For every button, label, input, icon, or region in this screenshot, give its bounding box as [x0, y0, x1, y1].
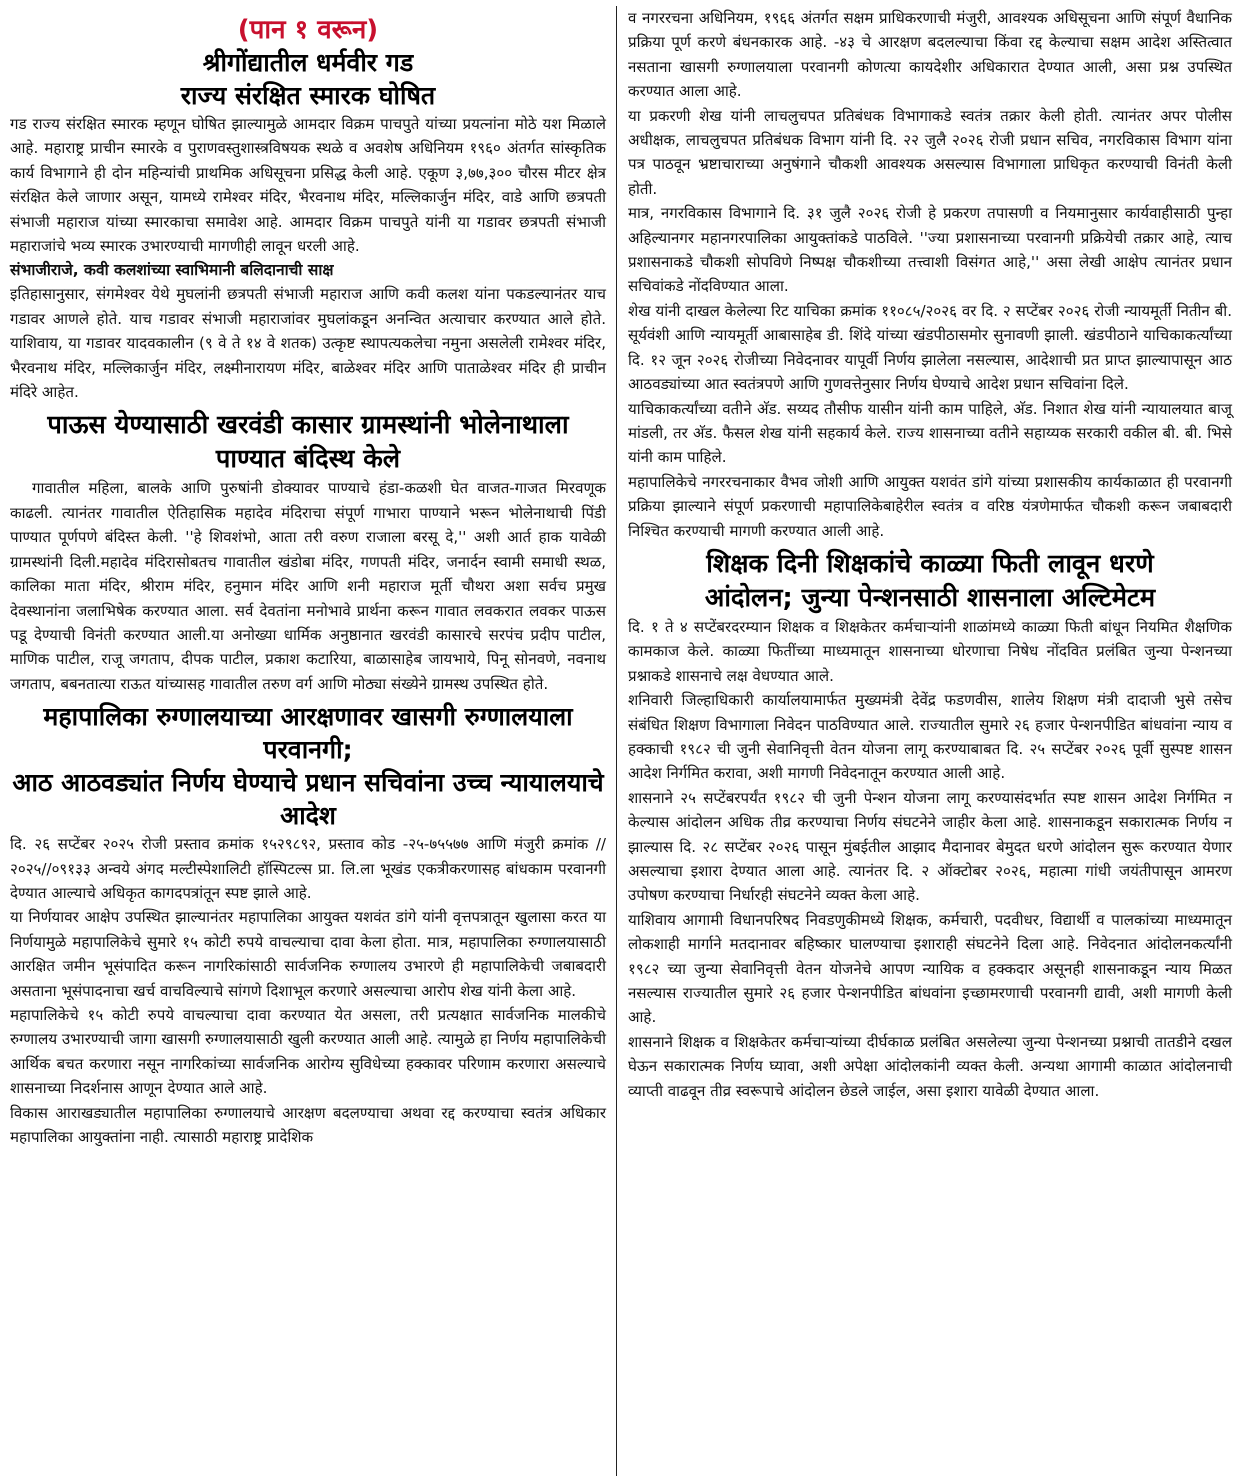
article-paragraph: या प्रकरणी शेख यांनी लाचलुचपत प्रतिबंधक विभागाकडे स्वतंत्र तक्रार केली होती. त्यानंतर अपर पोलीस अधीक्षक, लाचलुचपत प्रतिबंधक विभाग यांनी दि. २२ जुलै २०२६ रोजी प्रधान सचिव, नगरविकास विभाग यांना पत्र पाठवून भ्रष्टाचाराच्या अनुषंगाने चौकशी आवश्यक असल्यास विभागाला प्राधिकृत करण्याची विनंती केली होती.: [628, 106, 1232, 198]
article-headline: महापालिका रुग्णालयाच्या आरक्षणावर खासगी रुग्णालयाला परवानगी;: [43, 702, 573, 765]
article-subheading: संभाजीराजे, कवी कलशांच्या स्वाभिमानी बलिदानाची साक्ष: [10, 261, 334, 280]
article-paragraph: विकास आराखड्यातील महापालिका रुग्णालयाचे आरक्षण बदलण्याचा अथवा रद्द करण्याचा स्वतंत्र अधिकार महापालिका आयुक्तांना नाही. त्यासाठी महाराष्ट्र प्रादेशिक: [10, 1103, 606, 1146]
article-paragraph: शेख यांनी दाखल केलेल्या रिट याचिका क्रमांक ११०८५/२०२६ वर दि. २ सप्टेंबर २०२६ रोजी न्यायमूर्ती नितीन बी. सूर्यवंशी आणि न्यायमूर्ती आबासाहेब डी. शिंदे यांच्या खंडपीठासमोर सुनावणी झाली. खंडपीठाने याचिकाकर्त्यांच्या दि. १२ जून २०२६ रोजीच्या निवेदनावर यापूर्वी निर्णय झालेला नसल्यास, आदेशाची प्रत प्राप्त झाल्यापासून आठ आठवड्यांच्या आत स्वतंत्रपणे आणि गुणवत्तेनुसार निर्णय घेण्याचे आदेश प्रधान सचिवांना दिले.: [628, 301, 1232, 394]
article-hospital-reservation: [10, 700, 606, 1149]
article-paragraph: व नगररचना अधिनियम, १९६६ अंतर्गत सक्षम प्राधिकरणाची मंजुरी, आवश्यक अधिसूचना आणि संपूर्ण वैधानिक प्रक्रिया पूर्ण करणे बंधनकारक आहे. -४३ चे आरक्षण बदलल्याचा किंवा रद्द केल्याचा सक्षम आदेश अस्तित्वात नसताना खासगी रुग्णालयाला परवानगी कोणत्या कायदेशीर अधिकारात देण्यात आली, असा प्रश्न उपस्थित करण्यात आला आहे.: [628, 9, 1232, 101]
article-paragraph: इतिहासानुसार, संगमेश्वर येथे मुघलांनी छत्रपती संभाजी महाराज आणि कवी कलश यांना पकडल्यानंतर याच गडावर आणले होते. याच गडावर संभाजी महाराजांवर मुघलांकडून अनन्वित अत्याचार करण्यात आले होते. याशिवाय, या गडावर यादवकालीन (९ वे ते १४ वे शतक) उत्कृष्ट स्थापत्यकलेचा नमुना असलेली रामेश्वर मंदिर, भैरवनाथ मंदिर, मल्लिकार्जुन मंदिर, लक्ष्मीनारायण मंदिर, बाळेश्वर मंदिर आणि पाताळेश्वर मंदिर ही प्राचीन मंदिरे आहेत.: [10, 285, 606, 402]
article-paragraph: याशिवाय आगामी विधानपरिषद निवडणुकीमध्ये शिक्षक, कर्मचारी, पदवीधर, विद्यार्थी व पालकांच्या माध्यमातून लोकशाही मार्गाने मतदानावर बहिष्कार घालण्याचा इशाराही संघटनेने दिला आहे. निवेदनात आंदोलनकर्त्यांनी १९८२ च्या जुन्या सेवानिवृत्ती वेतन योजनेचे आपण न्यायिक व हक्कदार असूनही शासनाकडून न्याय मिळत नसल्यास राज्यातील सुमारे २६ हजार पेन्शनपीडित बांधवांना इच्छामरणाची परवानगी द्यावी, अशी मागणी केली आहे.: [628, 910, 1232, 1027]
article-paragraph: दि. २६ सप्टेंबर २०२५ रोजी प्रस्ताव क्रमांक १५२९८९२, प्रस्ताव कोड -२५-७५५७७ आणि मंजुरी क्रमांक //२०२५//०९१३३ अन्वये अंगद मल्टीस्पेशालिटी हॉस्पिटल्स प्रा. लि.ला भूखंड एकत्रीकरणासह बांधकाम परवानगी देण्यात आल्याचे अधिकृत कागदपत्रांतून स्पष्ट झाले आहे.: [10, 835, 606, 902]
article-paragraph: महापालिकेचे नगररचनाकार वैभव जोशी आणि आयुक्त यशवंत डांगे यांच्या प्रशासकीय कार्यकाळात ही परवानगी प्रक्रिया झाल्याने संपूर्ण प्रकरणाची महापालिकेबाहेरील स्वतंत्र व वरिष्ठ यंत्रणेमार्फत चौकशी करून जबाबदारी निश्चित करण्याची मागणी करण्यात आली आहे.: [628, 472, 1232, 540]
article-paragraph: गावातील महिला, बालके आणि पुरुषांनी डोक्यावर पाण्याचे हंडा-कळशी घेत वाजत-गाजत मिरवणूक काढली. त्यानंतर गावातील ऐतिहासिक महादेव मंदिराचा संपूर्ण गाभारा पाण्याने भरून भोलेनाथाची पिंडी पाण्यात पूर्णपणे बंदिस्त केली. ''हे शिवशंभो, आता तरी वरुण राजाला बरसू दे,'' अशी आर्त हाक यावेळी ग्रामस्थांनी दिली.महादेव मंदिरासोबतच गावातील खंडोबा मंदिर, गणपती मंदिर, जनार्दन स्वामी समाधी स्थळ, कालिका माता मंदिर, श्रीराम मंदिर, हनुमान मंदिर आणि शनी महाराज मूर्ती चौथरा अशा सर्वच प्रमुख देवस्थानांना जलाभिषेक करण्यात आला. सर्व देवतांना मनोभावे प्रार्थना करून गावात लवकरात लवकर पाऊस पडू देण्याची विनंती करण्यात आली.या अनोख्या धार्मिक अनुष्ठानात खरवंडी कासारचे सरपंच प्रदीप पाटील, माणिक पाटील, राजू जगताप, दीपक पाटील, प्रकाश कटारिया, बाळासाहेब जायभाये, पिनू सोनवणे, नवनाथ जगताप, बबनतात्या राऊत यांच्यासह गावातील तरुण वर्ग आणि मोठ्या संख्येने ग्रामस्थ उपस्थित होते.: [10, 479, 606, 693]
article-paragraph: शासनाने शिक्षक व शिक्षकेतर कर्मचाऱ्यांच्या दीर्घकाळ प्रलंबित असलेल्या जुन्या पेन्शनच्या प्रश्नाची तातडीने दखल घेऊन सकारात्मक निर्णय घ्यावा, अशी अपेक्षा आंदोलकांनी व्यक्त केली. अन्यथा आगामी काळात आंदोलनाची व्याप्ती वाढवून तीव्र स्वरूपाचे आंदोलन छेडले जाईल, असा इशारा यावेळी देण्यात आला.: [628, 1032, 1232, 1100]
article-headline: पाण्यात बंदिस्थ केले: [215, 444, 401, 475]
article-rain-ritual: [10, 408, 606, 696]
article-paragraph: याचिकाकर्त्यांच्या वतीने अ‍ॅड. सय्यद तौसीफ यासीन यांनी काम पाहिले, अ‍ॅड. निशात शेख यांनी न्यायालयात बाजू मांडली, तर अ‍ॅड. फैसल शेख यांनी सहकार्य केले. राज्य शासनाच्या वतीने सहाय्यक सरकारी वकील बी. बी. भिसे यांनी काम पाहिले.: [628, 399, 1232, 467]
column-divider: [616, 6, 617, 1476]
article-paragraph: मात्र, नगरविकास विभागाने दि. ३१ जुलै २०२६ रोजी हे प्रकरण तपासणी व नियमानुसार कार्यवाहीसाठी पुन्हा अहिल्यानगर महानगरपालिका आयुक्तांकडे पाठविले. ''ज्या प्रशासनाच्या परवानगी प्रक्रियेची तक्रार आहे, त्याच प्रशासनाकडे चौकशी सोपविणे निष्पक्ष चौकशीच्या तत्त्वाशी विसंगत आहे,'' असा लेखी आक्षेप त्यानंतर प्रधान सचिवांकडे नोंदविण्यात आला.: [628, 204, 1232, 296]
article-headline: आठ आठवड्यांत निर्णय घेण्याचे प्रधान सचिवांना उच्च न्यायालयाचे: [12, 768, 604, 798]
article-paragraph: महापालिकेचे १५ कोटी रुपये वाचल्याचा दावा करण्यात येत असला, तरी प्रत्यक्षात सार्वजनिक मालकीचे रुग्णालय उभारण्याची जागा खासगी रुग्णालयासाठी खुली करण्यात आली आहे. त्यामुळे हा निर्णय महापालिकेची आर्थिक बचत करणारा नसून नागरिकांच्या सार्वजनिक आरोग्य सुविधेच्या हक्कावर परिणाम करणारा असल्याचे शासनाच्या निदर्शनास आणून देण्यात आले आहे.: [10, 1005, 606, 1098]
article-paragraph: दि. १ ते ४ सप्टेंबरदरम्यान शिक्षक व शिक्षकेतर कर्मचाऱ्यांनी शाळांमध्ये काळ्या फिती बांधून नियमित शैक्षणिक कामकाज केले. काळ्या फितींच्या माध्यमातून शासनाच्या धोरणाचा निषेध नोंदवित प्रलंबित जुन्या पेन्शनच्या प्रश्नाकडे शासनाचे लक्ष वेधण्यात आले.: [628, 617, 1232, 685]
article-headline: राज्य संरक्षित स्मारक घोषित: [180, 81, 436, 110]
article-headline: आदेश: [280, 801, 336, 831]
article-headline: शिक्षक दिनी शिक्षकांचे काळ्या फिती लावून धरणे: [706, 548, 1154, 579]
article-paragraph: शासनाने २५ सप्टेंबरपर्यंत १९८२ ची जुनी पेन्शन योजना लागू करण्यासंदर्भात स्पष्ट शासन आदेश निर्गमित न केल्यास आंदोलन अधिक तीव्र करण्याचा निर्णय संघटनेने जाहीर केला आहे. शासनाकडून सकारात्मक निर्णय न झाल्यास दि. २८ सप्टेंबर २०२६ पासून मुंबईतील आझाद मैदानावर बेमुदत धरणे आंदोलन सुरू करण्यात येणार असल्याचा इशारा देण्यात आला आहे. त्यानंतर दि. २ ऑक्टोबर २०२६, महात्मा गांधी जयंतीपासून आमरण उपोषण करण्याचा निर्धारही संघटनेने व्यक्त केला आहे.: [628, 788, 1232, 905]
article-fort-monument: [10, 46, 606, 404]
article-hospital-reservation-continued: [628, 6, 1232, 543]
right-column: [624, 6, 1236, 1478]
article-paragraph: गड राज्य संरक्षित स्मारक म्हणून घोषित झाल्यामुळे आमदार विक्रम पाचपुते यांच्या प्रयत्नांना मोठे यश मिळाले आहे. महाराष्ट्र प्राचीन स्मारके व पुराणवस्तुशास्त्रविषयक स्थळे व अवशेष अधिनियम १९६० अंतर्गत सांस्कृतिक कार्य विभागाने ही दोन महिन्यांची प्राथमिक अधिसूचना प्रसिद्ध केली आहे. एकूण ३,७७,३०० चौरस मीटर क्षेत्र संरक्षित केले जाणार असून, यामध्ये रामेश्वर मंदिर, भैरवनाथ मंदिर, मल्लिकार्जुन मंदिर, वाडे आणि छत्रपती संभाजी महाराज यांच्या स्मारकाचा समावेश आहे. आमदार विक्रम पाचपुते यांनी या गडावर छत्रपती संभाजी महाराजांचे भव्य स्मारक उभारण्याची मागणीही लावून धरली आहे.: [10, 115, 606, 256]
article-teachers-protest: [628, 547, 1232, 1103]
left-column: [6, 6, 610, 1478]
article-headline: पाऊस येण्यासाठी खरवंडी कासार ग्रामस्थांनी भोलेनाथाला: [47, 410, 569, 441]
article-paragraph: या निर्णयावर आक्षेप उपस्थित झाल्यानंतर महापालिका आयुक्त यशवंत डांगे यांनी वृत्तपत्रातून खुलासा करत या निर्णयामुळे महापालिकेचे सुमारे १५ कोटी रुपये वाचल्याचा दावा केला होता. मात्र, महापालिका रुग्णालयासाठी आरक्षित जमीन भूसंपादित करून नागरिकांसाठी सार्वजनिक रुग्णालय उभारणे ही महापालिकेची जबाबदारी असताना भूसंपादनाचा खर्च वाचविल्याचे सांगणे दिशाभूल करणारे असल्याचा आरोप शेख यांनी केला आहे.: [10, 908, 606, 1000]
article-headline: आंदोलन; जुन्या पेन्शनसाठी शासनाला अल्टिमेटम: [704, 582, 1156, 613]
article-headline: श्रीगोंद्यातील धर्मवीर गड: [202, 48, 414, 77]
continued-from-page-label: (पान १ वरून): [237, 15, 379, 45]
article-paragraph: शनिवारी जिल्हाधिकारी कार्यालयामार्फत मुख्यमंत्री देवेंद्र फडणवीस, शालेय शिक्षण मंत्री दादाजी भुसे तसेच संबंधित शिक्षण विभागाला निवेदन पाठविण्यात आले. राज्यातील सुमारे २६ हजार पेन्शनपीडित बांधवांना न्याय व हक्काची १९८२ ची जुनी सेवानिवृत्ती वेतन योजना लागू करण्याबाबत दि. २५ सप्टेंबर २०२६ पूर्वी सुस्पष्ट शासन आदेश निर्गमित करावा, अशी मागणी निवेदनातून करण्यात आली आहे.: [628, 691, 1232, 783]
